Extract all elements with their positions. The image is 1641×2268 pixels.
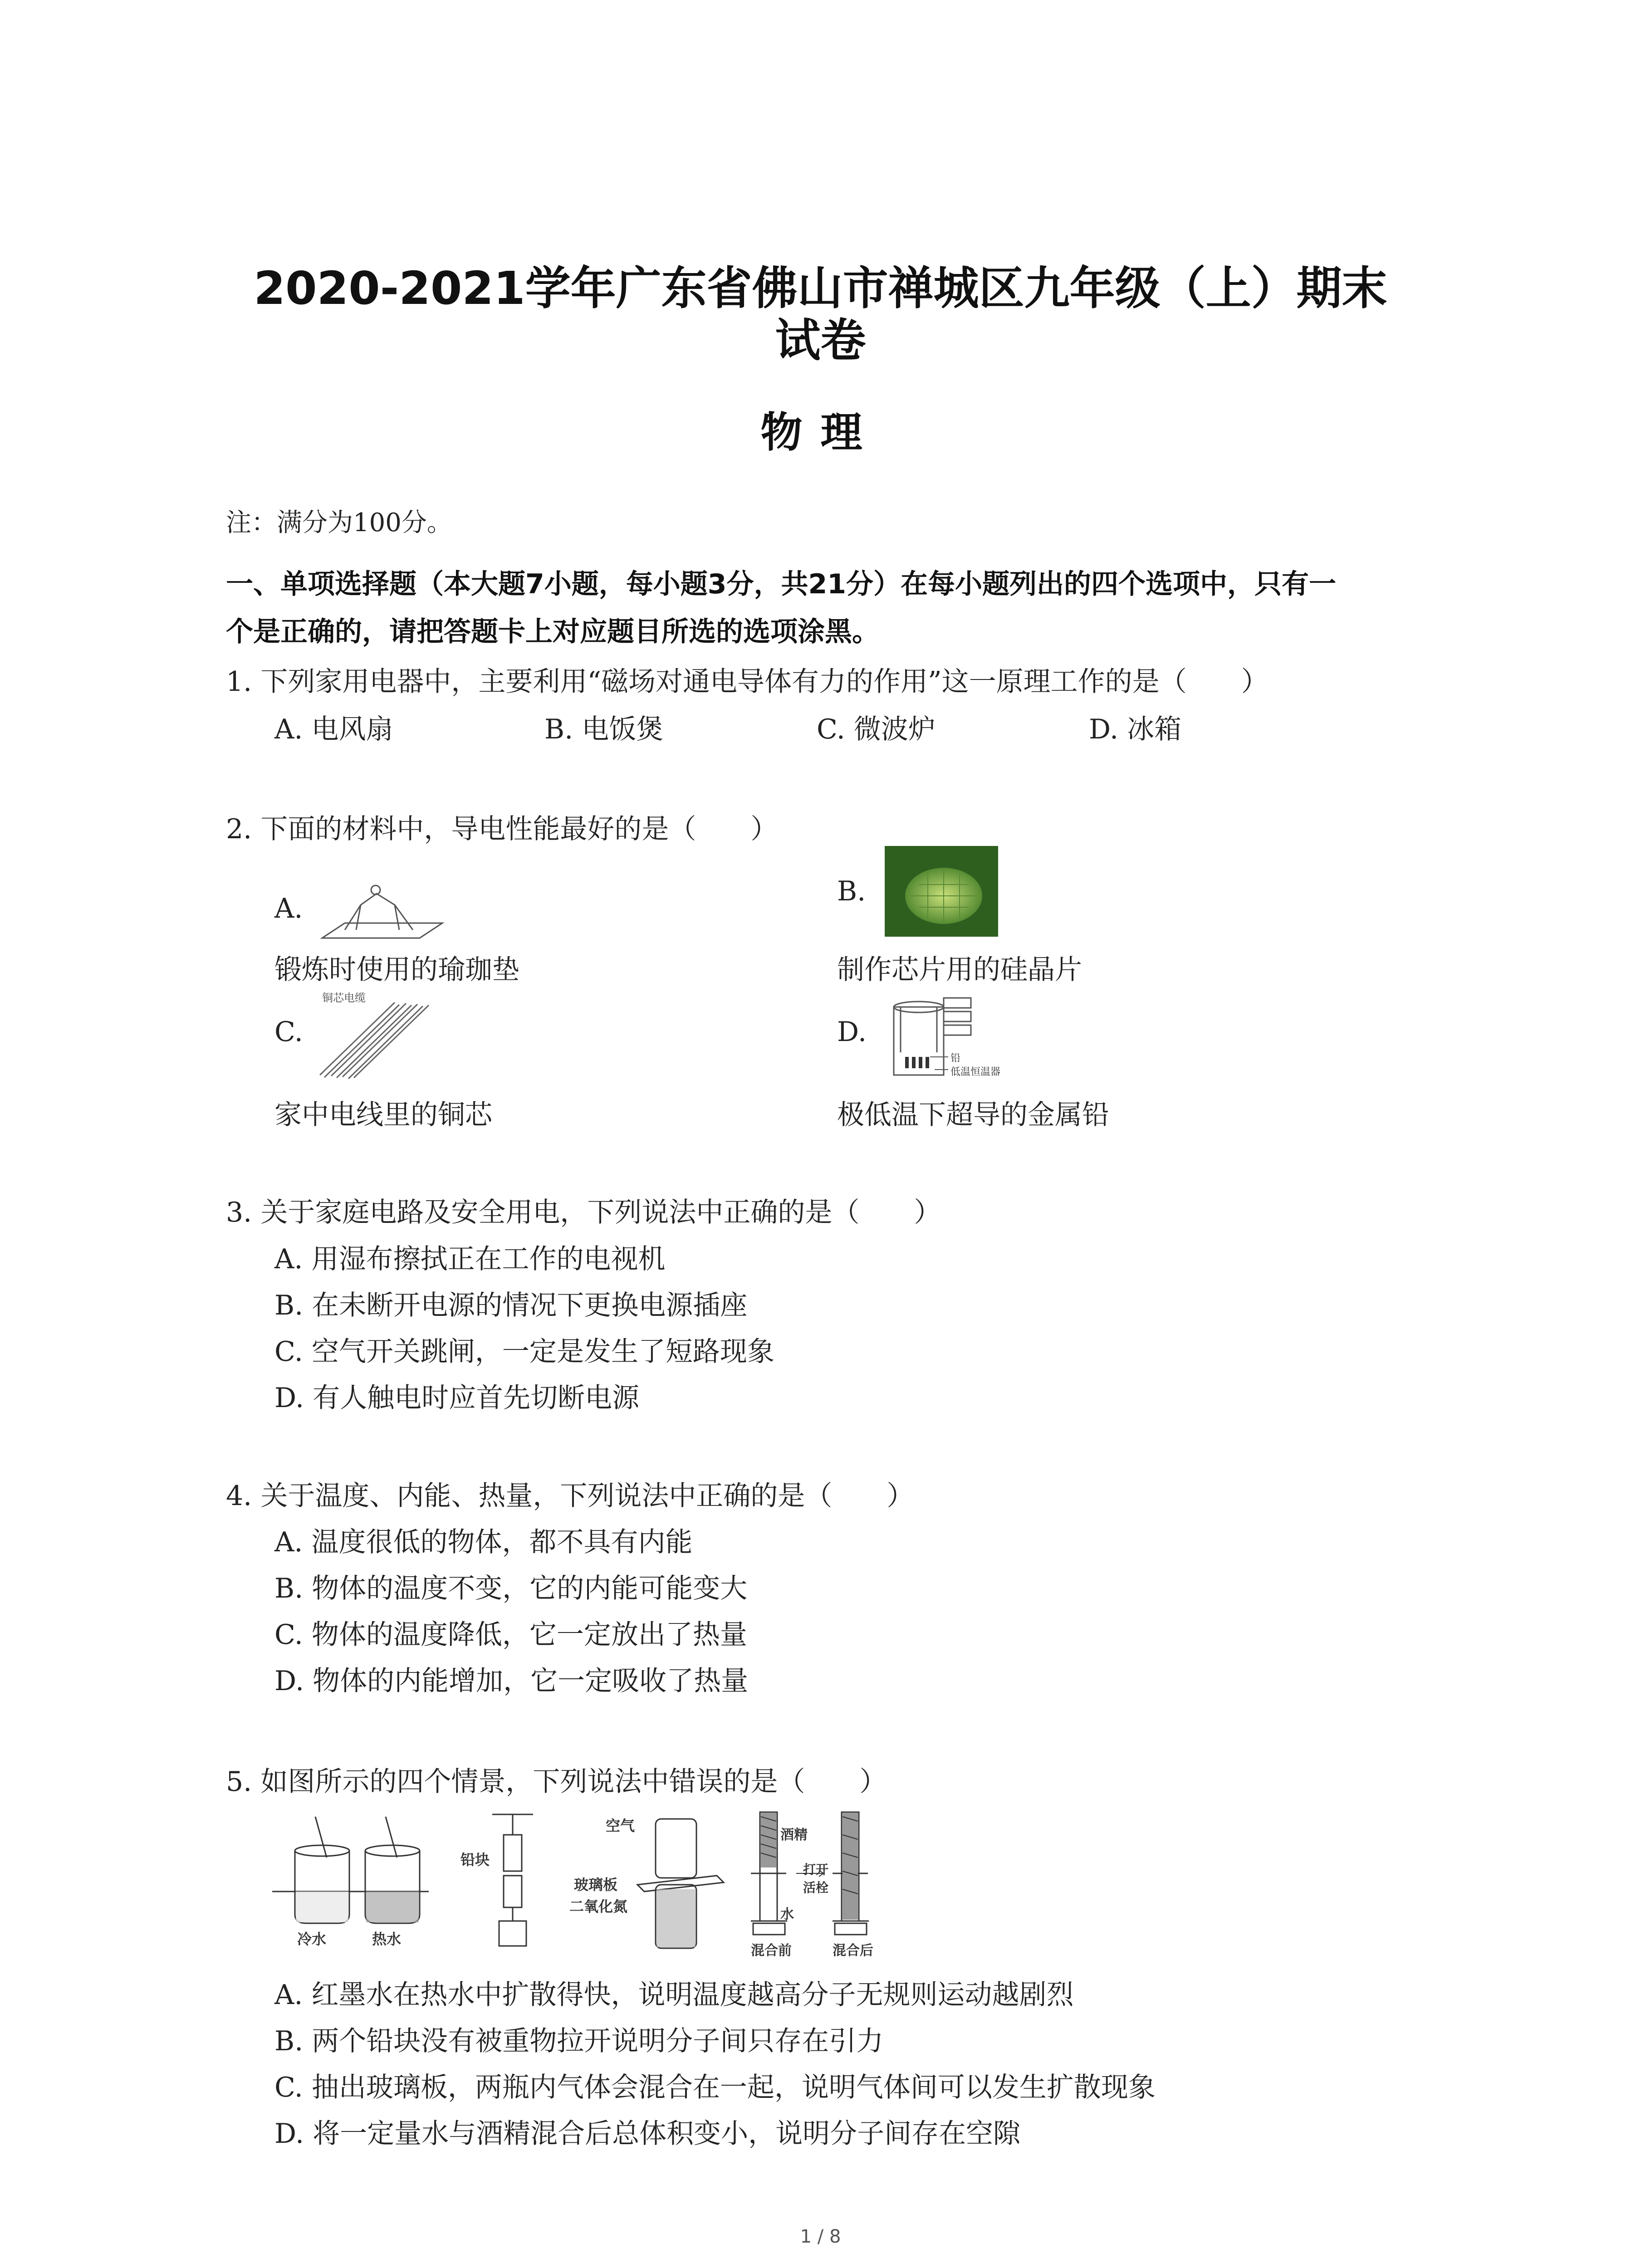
air-label: 空气 [606,1817,635,1834]
q5-option-c[interactable]: C. 抽出玻璃板，两瓶内气体会混合在一起，说明气体间可以发生扩散现象 [274,2072,1156,2103]
q4-option-b[interactable]: B. 物体的温度不变，它的内能可能变大 [274,1573,748,1604]
cryostat-label: 低温恒温器 [950,1066,1001,1078]
cold-water-label: 冷水 [297,1931,327,1948]
question-4-stem: 4. 关于温度、内能、热量，下列说法中正确的是（ ） [226,1480,914,1512]
section1-instructions-line2: 个是正确的，请把答题卡上对应题目所选的选项涂黑。 [226,616,879,648]
lead-block-label: 铅块 [460,1851,490,1868]
alcohol-label: 酒精 [780,1827,808,1843]
q2-option-c-letter[interactable]: C. [274,1016,303,1048]
after-mixing-label: 混合后 [833,1943,873,1959]
q2-option-b-letter[interactable]: B. [837,875,866,907]
subject-heading: 物理 [760,408,881,457]
q5-option-a[interactable]: A. 红墨水在热水中扩散得快，说明温度越高分子无规则运动越剧烈 [274,1979,1074,2011]
yoga-mat-figure [318,880,445,943]
q4-option-c[interactable]: C. 物体的温度降低，它一定放出了热量 [274,1619,747,1651]
q3-option-d[interactable]: D. 有人触电时应首先切断电源 [274,1382,640,1414]
q2-option-d-letter[interactable]: D. [837,1016,867,1048]
q4-option-a[interactable]: A. 温度很低的物体，都不具有内能 [274,1526,693,1558]
q1-option-c[interactable]: C. 微波炉 [817,714,936,745]
q3-option-a[interactable]: A. 用湿布擦拭正在工作的电视机 [274,1243,666,1275]
water-label: 水 [780,1906,794,1922]
q5-option-b[interactable]: B. 两个铅块没有被重物拉开说明分子间只存在引力 [274,2025,884,2057]
q1-option-a[interactable]: A. 电风扇 [274,714,393,745]
hot-water-label: 热水 [372,1931,402,1948]
q1-option-b[interactable]: B. 电饭煲 [544,714,664,745]
q1-option-d[interactable]: D. 冰箱 [1089,714,1182,745]
score-note: 注：满分为100分。 [226,508,452,538]
question-5-stem: 5. 如图所示的四个情景，下列说法中错误的是（ ） [226,1766,887,1798]
q4-option-d[interactable]: D. 物体的内能增加，它一定吸收了热量 [274,1665,749,1697]
page-number: 1 / 8 [800,2226,841,2247]
silicon-wafer-figure [885,846,998,937]
q3-option-c[interactable]: C. 空气开关跳闸，一定是发生了短路现象 [274,1336,774,1368]
exam-title-line1: 2020-2021学年广东省佛山市禅城区九年级（上）期末 [254,262,1387,315]
exam-title-line2: 试卷 [775,314,866,367]
section1-instructions-line1: 一、单项选择题（本大题7小题，每小题3分，共21分）在每小题列出的四个选项中，只有一 [226,568,1336,600]
q2-option-a-caption: 锻炼时使用的瑜珈垫 [274,954,519,986]
question-1-stem: 1. 下列家用电器中，主要利用“磁场对通电导体有力的作用”这一原理工作的是（ ） [226,666,1269,698]
nitrogen-dioxide-label: 二氧化氮 [569,1898,628,1915]
before-mixing-label: 混合前 [751,1943,792,1959]
valve-label: 活栓 [803,1880,829,1895]
q2-option-b-caption: 制作芯片用的硅晶片 [837,954,1082,986]
q2-option-d-caption: 极低温下超导的金属铅 [837,1099,1109,1131]
q5-option-d[interactable]: D. 将一定量水与酒精混合后总体积变小，说明分子间存在空隙 [274,2118,1021,2150]
q3-option-b[interactable]: B. 在未断开电源的情况下更换电源插座 [274,1290,748,1321]
q2-option-a-letter[interactable]: A. [274,893,303,924]
copper-cable-label: 铜芯电缆 [322,992,366,1004]
lead-label: 铅 [950,1053,961,1064]
question-3-stem: 3. 关于家庭电路及安全用电，下列说法中正确的是（ ） [226,1197,941,1228]
open-label: 打开 [803,1862,829,1877]
glass-plate-label: 玻璃板 [574,1876,618,1893]
q2-option-c-caption: 家中电线里的铜芯 [274,1099,492,1131]
question-2-stem: 2. 下面的材料中，导电性能最好的是（ ） [226,813,778,845]
copper-wire-figure [318,998,431,1080]
